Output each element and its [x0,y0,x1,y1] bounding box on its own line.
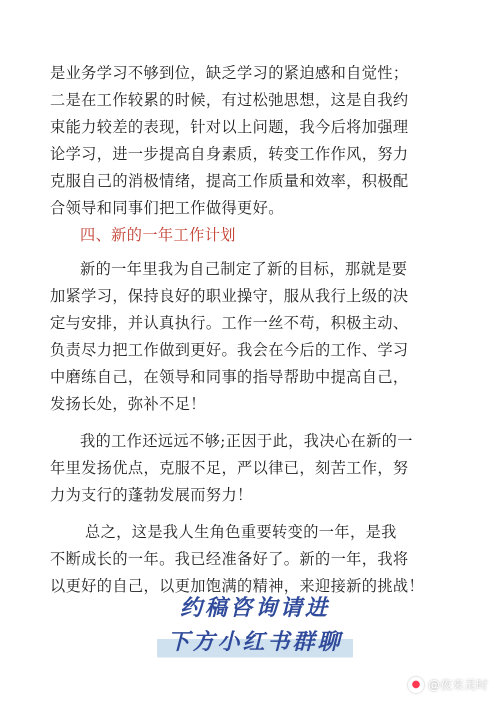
text-line: 力为支行的蓬勃发展而努力！ [50,486,253,504]
section-heading: 四、新的一年工作计划 [80,226,236,244]
paragraph-4 [50,519,450,600]
banner-line-1: 约稿咨询请进 [179,596,330,621]
text-line: 我的工作还远远不够;正因于此，我决心在新的一 [80,432,413,450]
xiaohongshu-logo-icon: ● [408,677,424,693]
paragraph-1 [50,60,450,222]
text-line: 束能力较差的表现，针对以上问题，我今后将加强理 [50,118,409,136]
text-line: 总之，这是我人生角色重要转变的一年，是我 [85,523,397,541]
text-line: 发扬长处，弥补不足！ [50,395,206,413]
text-line: 论学习，进一步提高自身素质，转变工作作风，努力 [50,145,409,163]
text-line: 加紧学习，保持良好的职业操守，服从我行上级的决 [50,287,409,305]
promo-banner [140,592,370,660]
text-line: 不断成长的一年。我已经准备好了。新的一年，我将 [50,550,409,568]
text-line: 克服自己的消极情绪，提高工作质量和效率，积极配 [50,172,409,190]
paragraph-2 [50,256,450,418]
text-line: 负责尽力把工作做到更好。我会在今后的工作、学习 [50,341,409,359]
text-line: 合领导和同事们把工作做得更好。 [50,199,284,217]
text-line: 是业务学习不够到位，缺乏学习的紧迫感和自觉性； [50,64,409,82]
banner-line-2: 下方小红书群聊 [157,626,352,660]
text-line: 新的一年里我为自己制定了新的目标，那就是要 [80,260,408,278]
text-line: 年里发扬优点，克服不足，严以律已，刻苦工作，努 [50,459,409,477]
text-line: 二是在工作较累的时候，有过松弛思想，这是自我约 [50,91,409,109]
watermark-text: @夜来灵时 [427,678,488,692]
watermark [408,676,488,693]
text-line: 以更好的自己，以更加饱满的精神，来迎接新的挑战！ [50,577,425,595]
text-line: 中磨练自己，在领导和同事的指导帮助中提高自己， [50,368,409,386]
paragraph-3 [50,428,450,509]
document-body [50,60,450,600]
text-line: 定与安排，并认真执行。工作一丝不苟，积极主动、 [50,314,409,332]
